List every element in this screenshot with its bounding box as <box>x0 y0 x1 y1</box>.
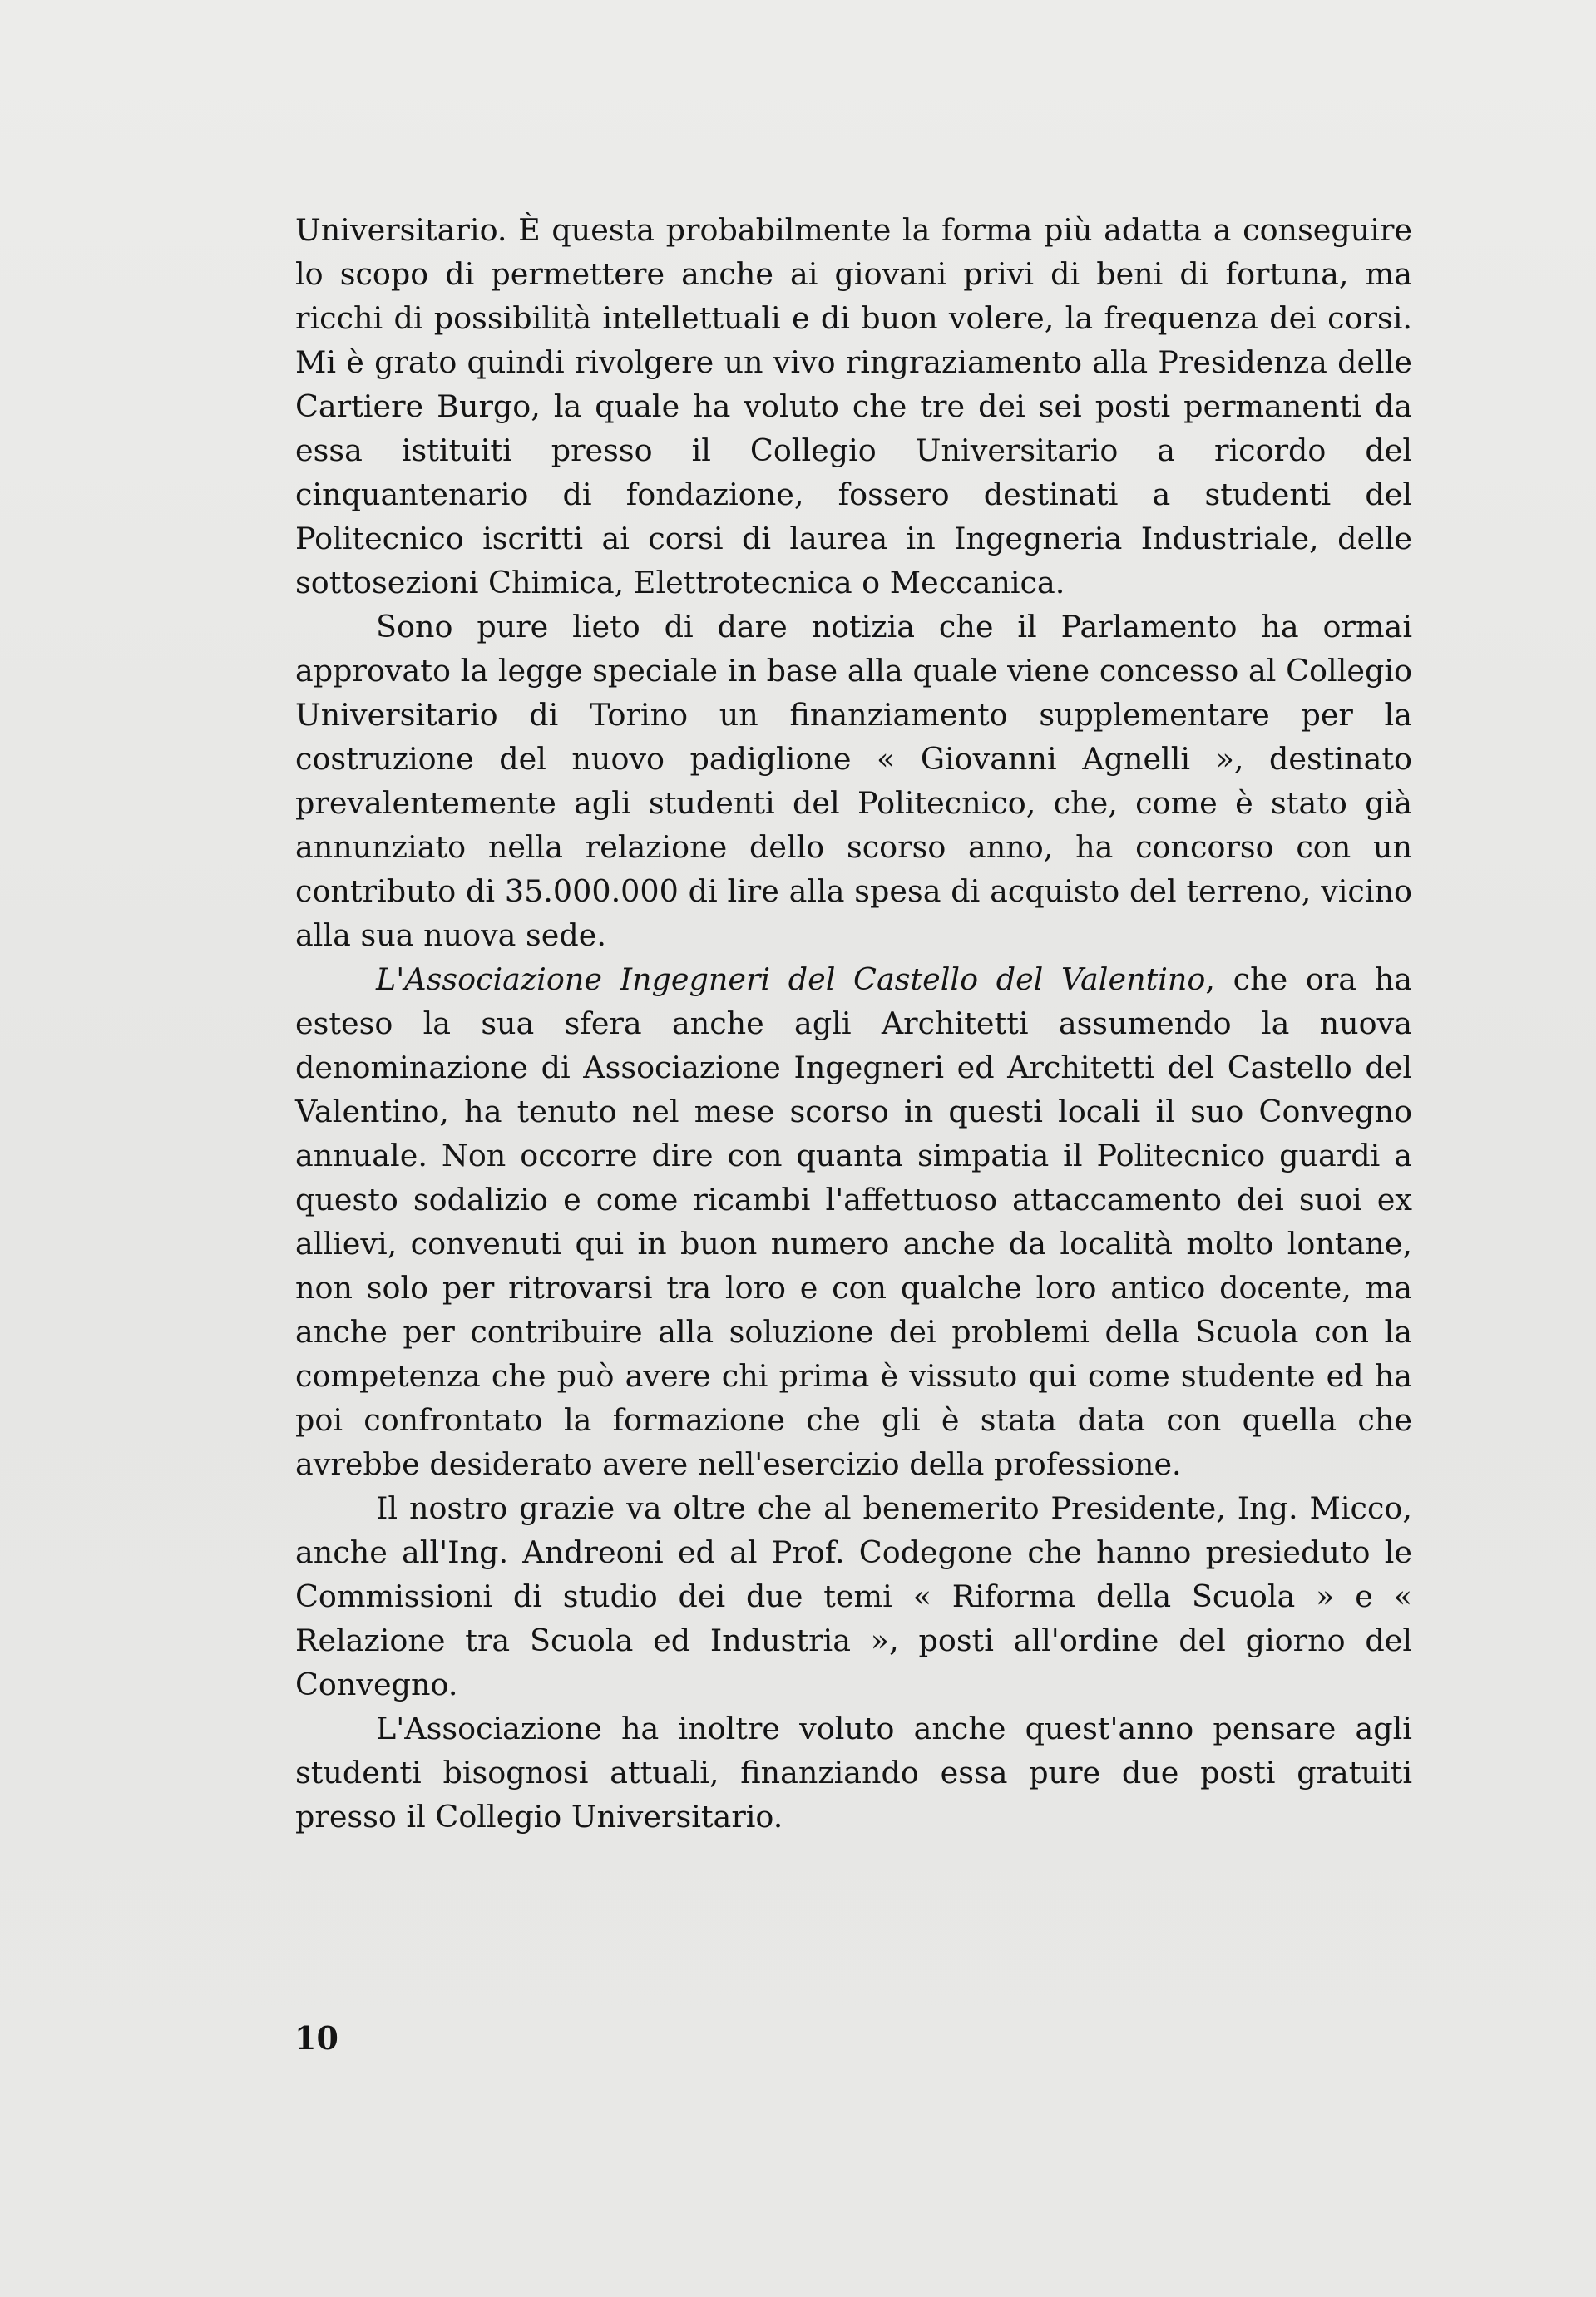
paragraph-4: Il nostro grazie va oltre che al benemerito Presidente, Ing. Micco, anche all'Ing. Andreoni ed al Prof. Codegone che hanno presieduto le Commissioni di studio dei due temi « Riforma della Scuola » e « Relazione tra Scuola ed Industria », posti all'ordine del giorno del Convegno. <box>295 1490 1412 1702</box>
paragraph-1: Universitario. È questa probabilmente la forma più adatta a conseguire lo scopo di permettere anche ai giovani privi di beni di fortuna, ma ricchi di possibilità intellettuali e di buon volere, la frequenza dei corsi. Mi è grato quindi rivolgere un vivo ringraziamento alla Presidenza delle Cartiere Burgo, la quale ha voluto che tre dei sei posti permanenti da essa istituiti presso il Collegio Universitario a ricordo del cinquantenario di fondazione, fossero destinati a studenti del Politecnico iscritti ai corsi di laurea in Ingegneria Industriale, delle sottosezioni Chimica, Elettrotecnica o Meccanica. <box>295 212 1412 600</box>
association-name-italic: L'Associazione Ingegneri del Castello del Valentino <box>376 961 1206 997</box>
paragraph-3 <box>295 957 1412 1486</box>
paragraph-3-body: , che ora ha esteso la sua sfera anche agli Architetti assumendo la nuova denominazione di Associazione Ingegneri ed Architetti del Castello del Valentino, ha tenuto nel mese scorso in questi locali il suo Convegno annuale. Non occorre dire con quanta simpatia il Politecnico guardi a questo sodalizio e come ricambi l'affettuoso attaccamento dei suoi ex allievi, convenuti qui in buon numero anche da località molto lontane, non solo per ritrovarsi tra loro e con qualche loro antico docente, ma anche per contribuire alla soluzione dei problemi della Scuola con la competenza che può avere chi prima è vissuto qui come studente ed ha poi confrontato la formazione che gli è stata data con quella che avrebbe desiderato avere nell'esercizio della professione. <box>295 961 1412 1482</box>
page-number: 10 <box>294 2019 338 2057</box>
body-text <box>295 208 1412 1839</box>
paragraph-2: Sono pure lieto di dare notizia che il Parlamento ha ormai approvato la legge speciale in base alla quale viene concesso al Collegio Universitario di Torino un finanziamento supplementare per la costruzione del nuovo padiglione « Giovanni Agnelli », destinato prevalentemente agli studenti del Politecnico, che, come è stato già annunziato nella relazione dello scorso anno, ha concorso con un contributo di 35.000.000 di lire alla spesa di acquisto del terreno, vicino alla sua nuova sede. <box>295 609 1412 953</box>
paragraph-5: L'Associazione ha inoltre voluto anche quest'anno pensare agli studenti bisognosi attuali, finanziando essa pure due posti gratuiti presso il Collegio Universitario. <box>295 1711 1412 1835</box>
